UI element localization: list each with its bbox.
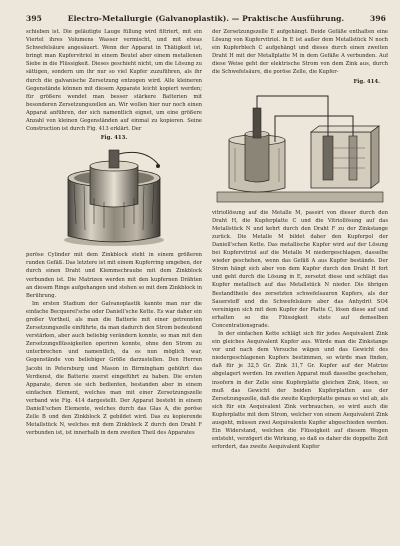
left-page-number: 395 [26,13,42,23]
running-title: Electro-Metallurgie (Galvanoplastik). — Praktische Ausführung. [67,13,345,23]
figure-414-caption: Fig. 414. [353,78,380,85]
left-column [26,28,202,532]
right-paragraph-3: In der einfachen Kette schlägt sich für jedes Aequivalent Zink ein gleiches Aequivalent Kupfer aus. Würde man die Zinkstange vor und nach dem Versuche wägen und das Gewicht des niedergeschlagenen Kupfers bestimmen, so würde man finden, daß für je 32,5 Gr. Zink 31,7 Gr. Kupfer auf der Matrize abgelagert werden. Im zweiten Apparat muß dasselbe geschehen, insofern in der Zelle eine Kupferplatte gleichen Zink, lösen, so muß das Gewicht der beiden Kupferplatten aus der Zersetzungszelle, daß die zweite Kupferplatte genau so viel ab, als sich für ein Aequivalent Zink verbrauchen, so wird auch die Kupferplatte mit dem Strom, welcher von einem Aequivalent Zink ausgeht, müssen zwei Aequivalente Kupfer abgeschieden werden. Ein Widerstand, welchen die Flüssigkeit auf diesem Wegen entsteht, verzögert die Wirkung, so daß es daher die doppelte Zeit erfordert, das zweite Aequivalent Kupfer [212,330,388,451]
left-paragraph-3: Im ersten Stadium der Galvanoplastik kannte man nur die einfache Becquerel'sche oder Daniell'sche Kette. Es war daher ein großer Vortheil, als man die Batterie mit einer getrennten Zersetzungszelle einführte, da man dadurch den Strom bedeutend verstärken, aber auch beliebig verändern konnte, so man mit den Zersetzungsflüssigkeiten operiren konnte, ohne den Strom zu unterbrechen und namentlich, da es nun möglich war, Gegenstände von beliebiger Größe darzustellen. Den Herren Jacobi in Petersburg und Mason in Birmingham gebührt das Verdienst, die Batterie zuerst eingeführt zu haben. Die ersten Apparate, deren sie sich bedienten, bestanden aber in einem einfachen Element, welches man mit einer Zersetzungszelle verband wie Fig. 414 dargestellt. Der Apparat besteht in einem Daniell'schen Elemente, welches durch das Glas A, die poröse Zelle B und den Zinkblock Z gebildet wird. Das zu kopierende Metallstück N, welches mit dem Zinkblock Z durch den Draht F verbunden ist, ist innerhalb in dem zweiten Theil des Apparates [26,300,202,437]
left-paragraph-1: schieben ist. Die geläutigte Lauge füllung wird filtriert, mit ein Viertel ihres Volumens Wasser vermischt, und mit etwas Schwefelsäure angesäuert. Wenn der Apparat in Thätigkeit ist, bringt man Kupfervitriol in einem Beutel aber einem metallenen Siebe in die Flüssigkeit. Dieses geschieht nicht, um die Lösung zu sättigen, sondern um ihr nur so viel Kupfer zuzuführen, als ihr durch die galvanische Zersetzung entzogen wird. Alle kleineren Gegenstände können mit diesem Apparate leicht kopiert werden; für größere wendet man besser stärkere Batterien mit besonderen Zersetzungszellen an. Wir wollen hier nur noch einen Apparat anführen, der sich namentlich eignet, um eine größere Anzahl von kleinen Gegenständen auf einmal zu kopieren. Seine Construction ist durch Fig. 413 erklärt. Der [26,29,202,133]
figure-413-caption: Fig. 413. [100,135,128,142]
daniell-cell-apparatus-illustration [215,88,385,206]
right-paragraph-1: der Zersetzungszelle E aufgehängt. Beide Gefäße enthalten eine Lösung von Kupfervitriol. In E ist außer dem Metallstück N noch ein Kupferblech C aufgehängt und dieses durch einen zweiten Draht H mit der Metallplatte M in dem Gefäße A verbunden. Auf diese Weise geht der elektrische Strom von dem Zink aus, durch die Schwefelsäure, die poröse Zelle, die Kupfer- [212,29,388,76]
right-column [212,28,388,532]
left-paragraph-2: poröse Cylinder mit dem Zinkblock steht in einem größeren runden Gefäß. Das letztere ist mit einem Kupferring umgeben, der durch einen Draht und Klemmschraube mit dem Zinkblock verbunden ist. Die Matrizen werden mit den kupfernen Drähten an diesem Ringe aufgehangen und stehen so mit dem Zinkblock in Berührung. [26,252,202,299]
running-header [26,12,386,24]
figure-414 [212,79,388,206]
right-page-number: 396 [370,13,386,23]
right-paragraph-2: vitriollösung auf die Metalle M, passirt von dieser durch den Draht H, die Kupferplatte C und die Vitriollösung auf das Metallstück N und kehrt durch den Draht F zu der Zinkstange zurück. Die Metalle M bildet daher den Kupferpol der Daniell'schen Kette. Das metallische Kupfer wird auf der Lösung bei Kupfervitriol auf die Metalle M niedergeschlagen, dasselbe wieder geschehen, wenn das Gefäß A aus Kupfer bestände. Der Strom hängt sich aber von dem Kupfer durch den Draht H fort und geht durch die Lösung in E, zersetzt diese und schlägt das Kupfer metallisch auf das Metallstück N nieder. Die übrigen Bestandtheile des zersetzten schwefelsauren Kupfers, als der Sauerstoff und die Schwefelsäure aber das Anhydrit SO4 vereinigen sich mit dem Kupfer der Platte C, lösen diese auf und erhalten so die Flüssigkeit stets auf demselben Concentrationsgrade. [212,209,388,329]
figure-413 [26,135,202,248]
galvanic-vessel-illustration [54,144,174,248]
